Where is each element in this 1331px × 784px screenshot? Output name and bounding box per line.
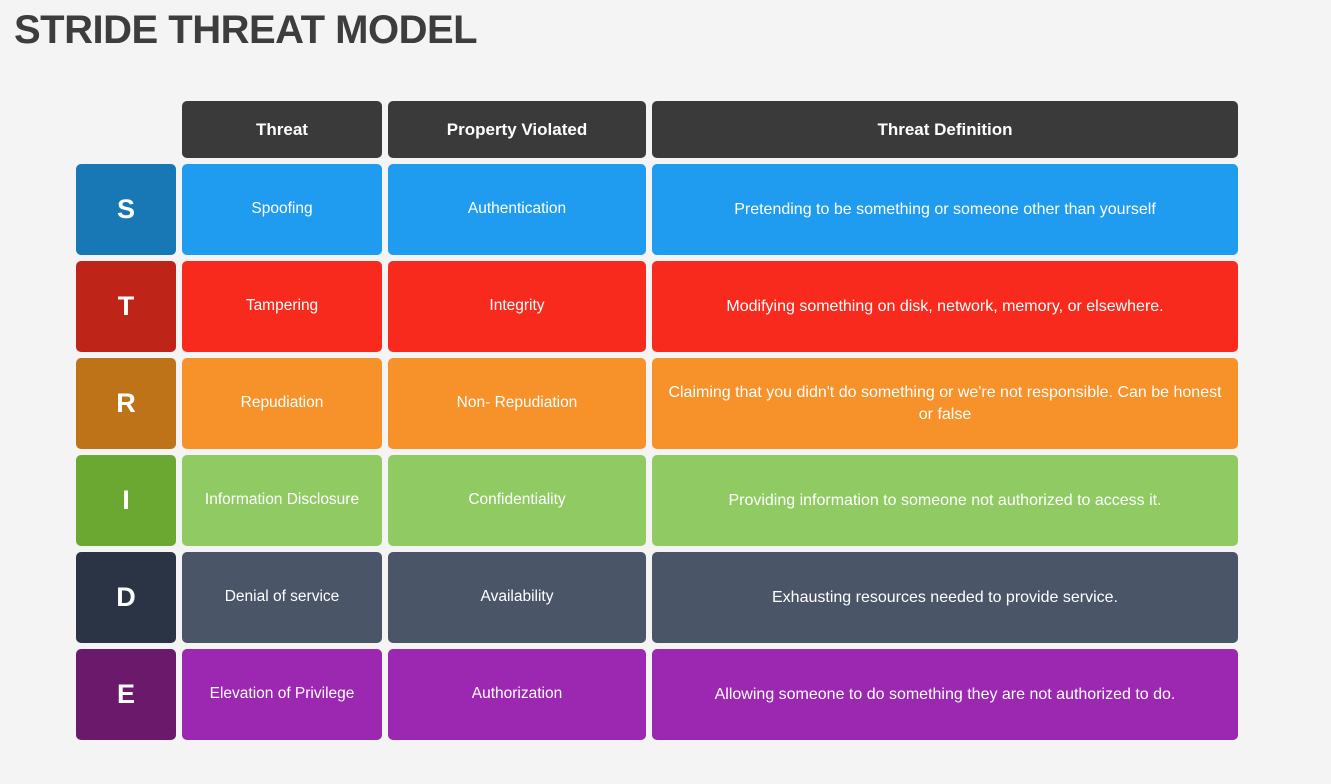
table-row [76,261,1282,352]
row-letter-badge: D [76,552,176,643]
row-threat: Denial of service [182,552,382,643]
row-letter-badge: S [76,164,176,255]
header-cell-letter [76,101,176,158]
row-property: Authentication [388,164,646,255]
table-row [76,455,1282,546]
row-letter-badge: R [76,358,176,449]
row-property: Confidentiality [388,455,646,546]
table-row [76,164,1282,255]
row-property: Integrity [388,261,646,352]
row-definition: Pretending to be something or someone other than yourself [652,164,1238,255]
row-property: Non- Repudiation [388,358,646,449]
row-letter-badge: E [76,649,176,740]
row-definition: Exhausting resources needed to provide service. [652,552,1238,643]
row-threat: Repudiation [182,358,382,449]
table-row [76,358,1282,449]
row-letter-badge: T [76,261,176,352]
row-definition: Claiming that you didn't do something or we're not responsible. Can be honest or false [652,358,1238,449]
row-threat: Information Disclosure [182,455,382,546]
row-property: Authorization [388,649,646,740]
row-letter-badge: I [76,455,176,546]
row-definition: Modifying something on disk, network, memory, or elsewhere. [652,261,1238,352]
header-cell-threat-definition: Threat Definition [652,101,1238,158]
stride-table [76,101,1282,746]
row-property: Availability [388,552,646,643]
row-threat: Elevation of Privilege [182,649,382,740]
header-cell-threat: Threat [182,101,382,158]
row-definition: Allowing someone to do something they are not authorized to do. [652,649,1238,740]
row-threat: Tampering [182,261,382,352]
table-header-row [76,101,1282,158]
row-definition: Providing information to someone not authorized to access it. [652,455,1238,546]
header-cell-property-violated: Property Violated [388,101,646,158]
row-threat: Spoofing [182,164,382,255]
table-row [76,552,1282,643]
table-row [76,649,1282,740]
page-title: STRIDE THREAT MODEL [14,8,478,52]
